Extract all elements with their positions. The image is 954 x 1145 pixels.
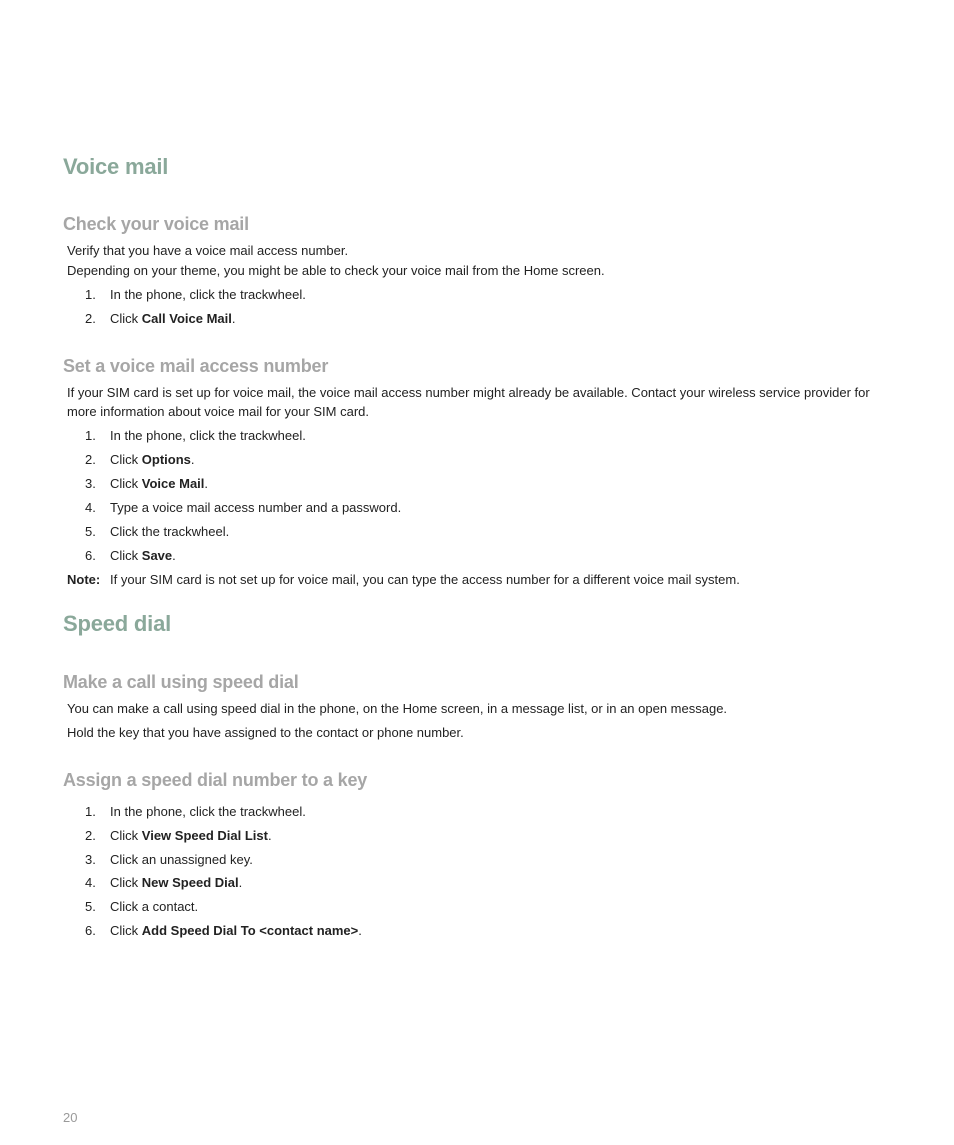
- step-text: Click: [110, 828, 142, 843]
- subsection-title-access-number: Set a voice mail access number: [63, 356, 329, 376]
- step-number: 6.: [85, 923, 96, 938]
- step-text: Click: [110, 923, 142, 938]
- step-text: Click a contact.: [110, 899, 199, 914]
- check-voice-mail-para-1: Verify that you have a voice mail access number.: [67, 243, 349, 258]
- step-number: 1.: [85, 804, 96, 819]
- note-text: If your SIM card is not set up for voice mail, you can type the access number for a different voice mail system.: [110, 572, 740, 587]
- access-step: [85, 522, 229, 541]
- step-text: In the phone, click the trackwheel.: [110, 287, 306, 302]
- step-bold-text: Add Speed Dial To <contact name>: [141, 923, 359, 938]
- step-bold-text: Voice Mail: [141, 476, 205, 491]
- step-text-end: .: [267, 828, 272, 843]
- step-text-end: .: [358, 923, 362, 938]
- assign-step: [85, 873, 242, 892]
- step-text: Click an unassigned key.: [110, 852, 253, 867]
- step-text-end: .: [204, 476, 209, 491]
- step-number: 4.: [85, 875, 96, 890]
- step-number: 1.: [85, 287, 96, 302]
- note-label: Note:: [67, 572, 101, 587]
- step-text-end: .: [172, 548, 176, 563]
- step-bold-text: Options: [141, 452, 191, 467]
- access-step: [85, 546, 176, 565]
- page-number: 20: [63, 1110, 78, 1125]
- step-text: Click: [110, 452, 142, 467]
- step-number: 2.: [85, 828, 96, 843]
- step-text-end: .: [190, 452, 195, 467]
- step-number: 4.: [85, 500, 96, 515]
- assign-step: [85, 826, 272, 845]
- assign-step: [85, 850, 253, 869]
- subsection-title-make-call: Make a call using speed dial: [63, 672, 299, 692]
- note: [67, 570, 740, 589]
- subsection-title-check-voice-mail: Check your voice mail: [63, 214, 249, 234]
- step-text-end: .: [231, 311, 236, 326]
- step-bold-text: Save: [141, 548, 173, 563]
- step-text: Click: [110, 548, 142, 563]
- step-number: 3.: [85, 852, 96, 867]
- check-voice-mail-para-2: Depending on your theme, you might be able to check your voice mail from the Home screen.: [67, 263, 605, 278]
- make-call-para-2: Hold the key that you have assigned to the contact or phone number.: [67, 725, 464, 740]
- step-number: 2.: [85, 311, 96, 326]
- check-step: [85, 285, 306, 304]
- step-number: 3.: [85, 476, 96, 491]
- check-step: [85, 309, 235, 328]
- step-number: 2.: [85, 452, 96, 467]
- step-number: 6.: [85, 548, 96, 563]
- step-text: Click: [110, 476, 142, 491]
- assign-step: [85, 921, 362, 940]
- step-text: Click: [110, 875, 142, 890]
- step-text: In the phone, click the trackwheel.: [110, 428, 306, 443]
- section-title-voice-mail: Voice mail: [63, 154, 169, 179]
- step-number: 1.: [85, 428, 96, 443]
- step-number: 5.: [85, 524, 96, 539]
- assign-step: [85, 802, 306, 821]
- step-bold-text: Call Voice Mail: [141, 311, 232, 326]
- section-title-speed-dial: Speed dial: [63, 611, 172, 636]
- step-text-end: .: [238, 875, 243, 890]
- subsection-title-assign-key: Assign a speed dial number to a key: [63, 770, 368, 790]
- assign-step: [85, 897, 198, 916]
- access-step: [85, 498, 401, 517]
- make-call-para-1: You can make a call using speed dial in the phone, on the Home screen, in a message list, or in an open message.: [67, 701, 728, 716]
- step-text: Click: [110, 311, 142, 326]
- step-text: In the phone, click the trackwheel.: [110, 804, 306, 819]
- step-text: Click the trackwheel.: [110, 524, 230, 539]
- access-step: [85, 474, 208, 493]
- access-step: [85, 450, 195, 469]
- step-text: Type a voice mail access number and a password.: [110, 500, 402, 515]
- step-bold-text: View Speed Dial List: [141, 828, 268, 843]
- step-bold-text: New Speed Dial: [141, 875, 239, 890]
- step-number: 5.: [85, 899, 96, 914]
- access-step: [85, 426, 306, 445]
- access-number-para: If your SIM card is set up for voice mail, the voice mail access number might already be available. Contact your wireless service provider for more information about voice mail for your SIM card.: [67, 385, 870, 419]
